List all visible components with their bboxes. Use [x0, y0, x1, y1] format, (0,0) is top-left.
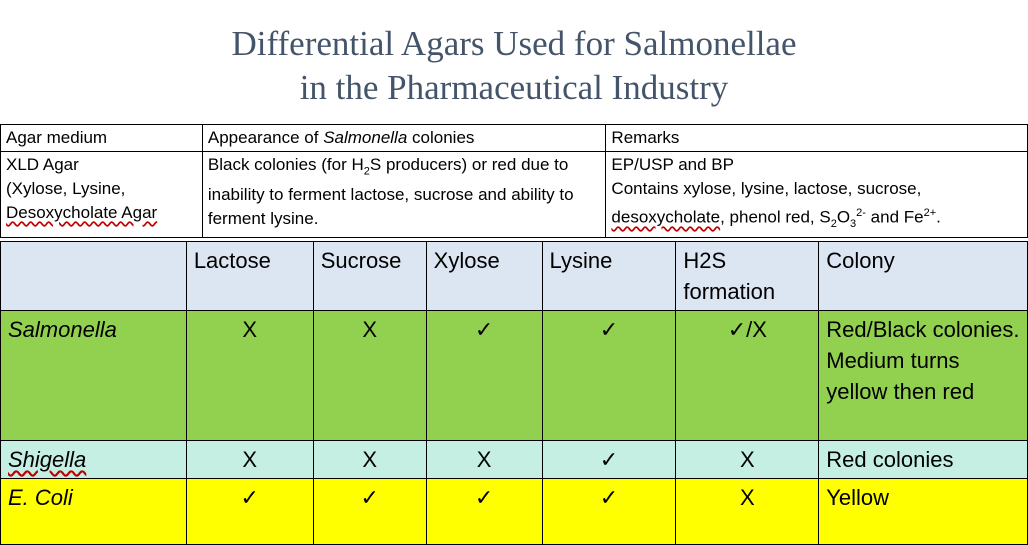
result-cell: ✓ — [542, 441, 676, 479]
page-title — [0, 22, 1028, 110]
table-row-shigella — [1, 441, 1028, 479]
result-cell: ✓ — [426, 311, 542, 441]
header-xylose: Xylose — [426, 242, 542, 311]
result-cell: X — [676, 479, 819, 545]
result-cell: ✓ — [542, 311, 676, 441]
agar-info-table — [0, 124, 1028, 238]
agar-info-header-row — [1, 125, 1028, 152]
cell-agar-name: XLD Agar (Xylose, Lysine, Desoxycholate Agar — [1, 152, 203, 238]
colony-description: Yellow — [819, 479, 1028, 545]
header-lactose: Lactose — [186, 242, 313, 311]
organism-salmonella: Salmonella — [1, 311, 187, 441]
result-cell: X — [426, 441, 542, 479]
title-line-2: in the Pharmaceutical Industry — [299, 68, 729, 107]
result-cell: ✓ — [186, 479, 313, 545]
cell-remarks: EP/USP and BP Contains xylose, lysine, lactose, sucrose, desoxycholate, phenol red, $S_2O_3^{2-}$ and $Fe^{2+}$. — [606, 152, 1028, 238]
result-cell: X — [186, 311, 313, 441]
result-cell: X — [676, 441, 819, 479]
result-cell: ✓/X — [676, 311, 819, 441]
colony-description: Red colonies — [819, 441, 1028, 479]
result-cell: ✓ — [313, 479, 426, 545]
result-cell: X — [313, 311, 426, 441]
cell-appearance: Black colonies (for $H_2S$ producers) or red due to inability to ferment lactose, sucrose and ability to ferment lysine. — [202, 152, 606, 238]
result-cell: ✓ — [542, 479, 676, 545]
result-cell: ✓ — [426, 479, 542, 545]
reaction-header-row — [1, 242, 1028, 311]
header-remarks: Remarks — [606, 125, 1028, 152]
header-organism — [1, 242, 187, 311]
header-appearance: Appearance of Salmonella colonies — [202, 125, 606, 152]
agar-info-row-xld — [1, 152, 1028, 238]
header-colony: Colony — [819, 242, 1028, 311]
colony-description: Red/Black colonies. Medium turns yellow then red — [819, 311, 1028, 441]
table-row-ecoli — [1, 479, 1028, 545]
organism-ecoli: E. Coli — [1, 479, 187, 545]
table-row-salmonella — [1, 311, 1028, 441]
header-h2s: H2S formation — [676, 242, 819, 311]
reaction-table — [0, 241, 1028, 545]
header-sucrose: Sucrose — [313, 242, 426, 311]
header-lysine: Lysine — [542, 242, 676, 311]
organism-shigella: Shigella — [1, 441, 187, 479]
title-line-1: Differential Agars Used for Salmonellae — [231, 24, 797, 63]
result-cell: X — [186, 441, 313, 479]
result-cell: X — [313, 441, 426, 479]
header-agar-medium: Agar medium — [1, 125, 203, 152]
